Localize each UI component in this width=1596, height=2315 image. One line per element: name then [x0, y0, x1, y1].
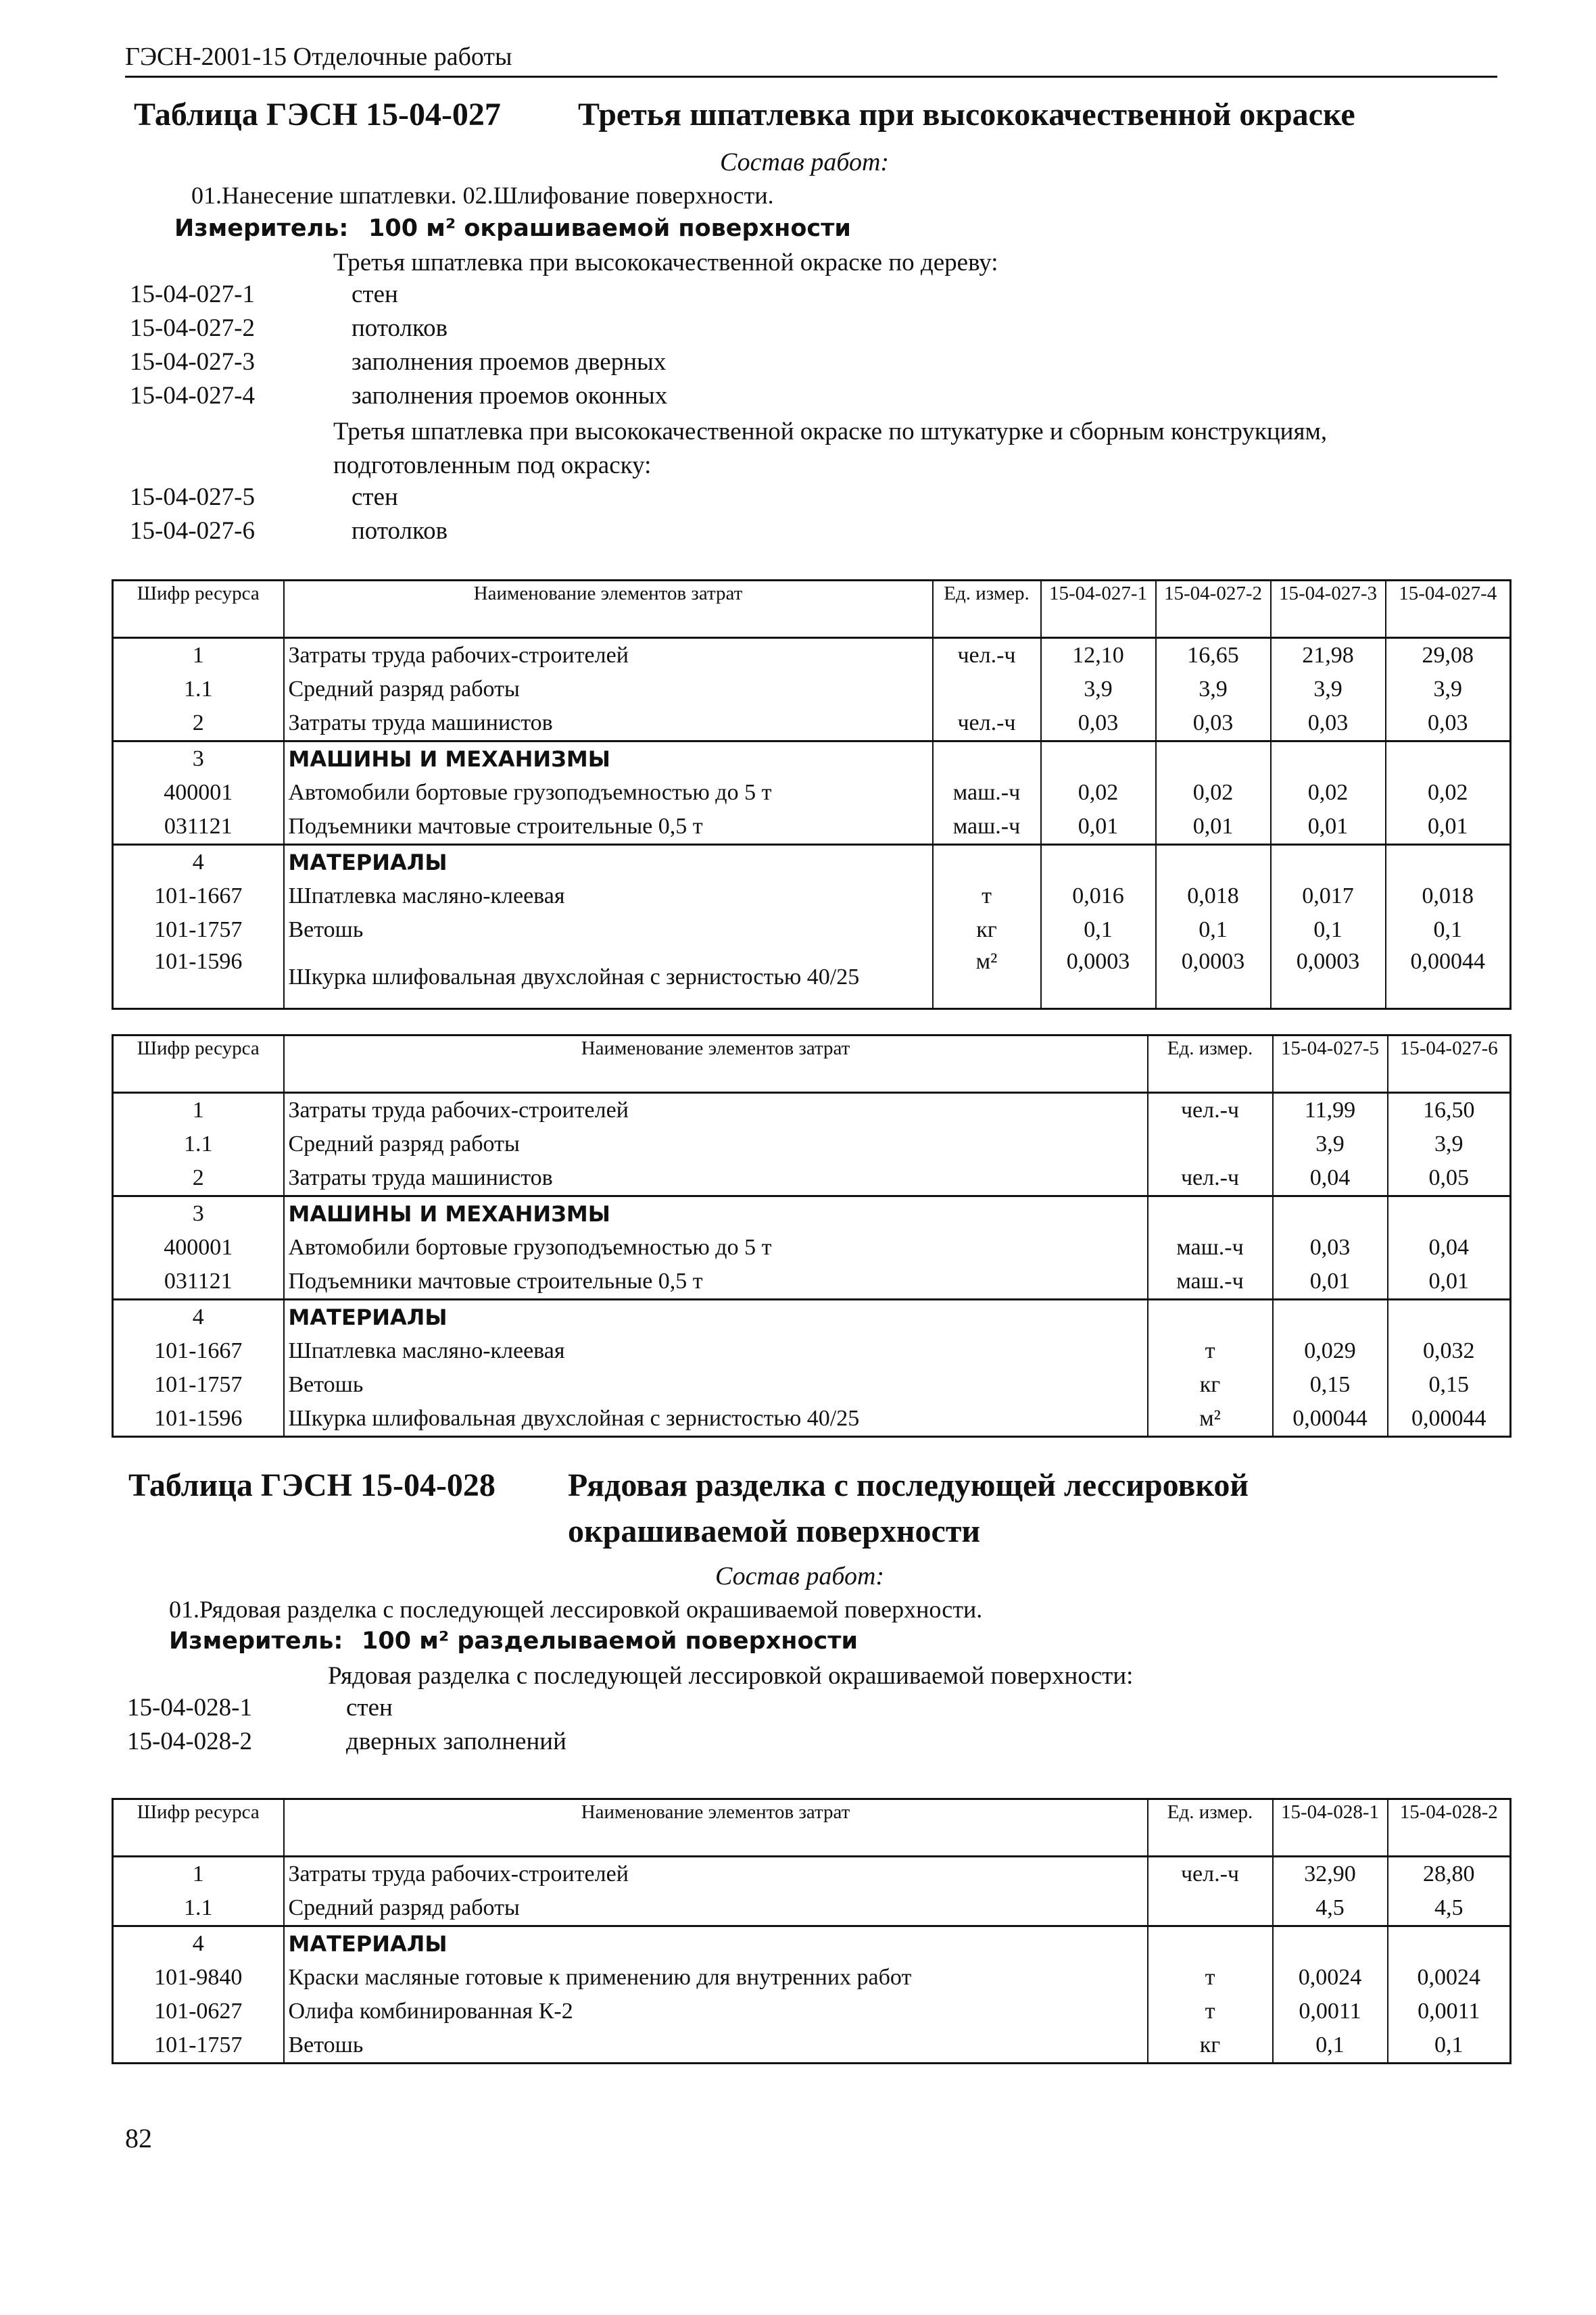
table-section-row: 4 МАТЕРИАЛЫ [113, 1926, 1511, 1961]
col-header-name: Наименование элементов затрат [284, 1799, 1148, 1857]
sostav-label-028: Состав работ: [715, 1562, 885, 1590]
item-code: 15-04-027-5 [130, 483, 255, 511]
table-row: 2 Затраты труда машинистов чел.-ч 0,03 0,03 0,03 0,03 [113, 706, 1511, 741]
table-header-row [113, 1799, 1511, 1857]
item-name: стен [352, 281, 398, 308]
table-row: 101-1757 Ветошь кг 0,15 0,15 [113, 1368, 1511, 1402]
table-row: 1 Затраты труда рабочих-строителей чел.-ч 32,90 28,80 [113, 1857, 1511, 1892]
col-header-norm: 15-04-027-2 [1156, 581, 1271, 638]
item-name: потолков [352, 314, 448, 342]
col-header-name: Наименование элементов затрат [284, 581, 933, 638]
table-row: 1.1 Средний разряд работы 3,9 3,9 3,9 3,9 [113, 673, 1511, 706]
col-header-norm: 15-04-027-3 [1271, 581, 1386, 638]
col-header-unit: Ед. измер. [1148, 1799, 1273, 1857]
resource-table-027-5-6 [112, 1034, 1512, 1438]
table-row: 1 Затраты труда рабочих-строителей чел.-ч 12,10 16,65 21,98 29,08 [113, 638, 1511, 673]
resource-table-027-1-4 [112, 579, 1512, 1010]
col-header-norm: 15-04-027-4 [1386, 581, 1511, 638]
table-header-row [113, 1035, 1511, 1093]
table-row: 1 Затраты труда рабочих-строителей чел.-ч 11,99 16,50 [113, 1093, 1511, 1128]
sostav-text-027: 01.Нанесение шпатлевки. 02.Шлифование поверхности. [191, 182, 774, 209]
section-title-027: Третья шпатлевка при высококачественной окраске [578, 97, 1355, 132]
table-section-row: 4 МАТЕРИАЛЫ [113, 845, 1511, 880]
item-name: заполнения проемов оконных [352, 382, 668, 410]
page-number: 82 [125, 2123, 152, 2153]
table-row: 1.1 Средний разряд работы 3,9 3,9 [113, 1127, 1511, 1161]
table-row: 031121 Подъемники мачтовые строительные 0,5 т маш.-ч 0,01 0,01 0,01 0,01 [113, 810, 1511, 845]
col-header-unit: Ед. измер. [933, 581, 1041, 638]
table-row: 101-1596 Шкурка шлифовальная двухслойная с зернистостью 40/25 м² 0,00044 0,00044 [113, 1402, 1511, 1437]
item-name: потолков [352, 517, 448, 545]
group-heading-wood: Третья шпатлевка при высококачественной окраске по дереву: [333, 249, 998, 276]
item-code: 15-04-027-3 [130, 348, 255, 376]
table-row: 031121 Подъемники мачтовые строительные 0,5 т маш.-ч 0,01 0,01 [113, 1265, 1511, 1300]
group-heading-028: Рядовая разделка с последующей лессировкой окрашиваемой поверхности: [328, 1662, 1134, 1690]
group-heading-plaster: Третья шпатлевка при высококачественной окраске по штукатурке и сборным конструкциям, подготовленным под окраску: [333, 418, 1328, 479]
table-row: 101-1757 Ветошь кг 0,1 0,1 0,1 0,1 [113, 913, 1511, 947]
col-header-norm: 15-04-027-1 [1041, 581, 1156, 638]
section-title-028-line1: Рядовая разделка с последующей лессировкой [568, 1467, 1249, 1503]
table-section-row: 4 МАТЕРИАЛЫ [113, 1300, 1511, 1335]
item-name: стен [352, 483, 398, 511]
col-header-code: Шифр ресурса [113, 1035, 284, 1093]
measure-label-028: Измеритель: [169, 1628, 343, 1655]
table-row: 400001 Автомобили бортовые грузоподъемностью до 5 т маш.-ч 0,02 0,02 0,02 0,02 [113, 776, 1511, 810]
item-name: заполнения проемов дверных [352, 348, 667, 376]
table-label-027: Таблица ГЭСН 15-04-027 [134, 97, 501, 132]
table-row: 101-1667 Шпатлевка масляно-клеевая т 0,029 0,032 [113, 1334, 1511, 1368]
col-header-norm: 15-04-027-5 [1273, 1035, 1388, 1093]
sostav-label-027: Состав работ: [720, 148, 890, 176]
item-code: 15-04-027-6 [130, 517, 255, 545]
measure-value-027: 100 м² окрашиваемой поверхности [368, 215, 851, 242]
col-header-norm: 15-04-027-6 [1388, 1035, 1511, 1093]
measure-value-028: 100 м² разделываемой поверхности [362, 1628, 859, 1655]
item-name: дверных заполнений [346, 1728, 566, 1755]
item-code: 15-04-028-1 [127, 1694, 252, 1722]
item-name: стен [346, 1694, 393, 1722]
table-row: 400001 Автомобили бортовые грузоподъемностью до 5 т маш.-ч 0,03 0,04 [113, 1231, 1511, 1265]
col-header-unit: Ед. измер. [1148, 1035, 1273, 1093]
table-label-028: Таблица ГЭСН 15-04-028 [128, 1467, 495, 1503]
running-header: ГЭСН-2001-15 Отделочные работы [125, 43, 512, 71]
resource-table-028 [112, 1798, 1512, 2064]
measure-label-027: Измеритель: [174, 215, 349, 242]
item-code: 15-04-028-2 [127, 1728, 252, 1755]
table-section-row: 3 МАШИНЫ И МЕХАНИЗМЫ [113, 741, 1511, 777]
col-header-code: Шифр ресурса [113, 1799, 284, 1857]
col-header-norm: 15-04-028-1 [1273, 1799, 1388, 1857]
item-code: 15-04-027-2 [130, 314, 255, 342]
sostav-text-028: 01.Рядовая разделка с последующей лессировкой окрашиваемой поверхности. [169, 1596, 983, 1623]
header-rule [125, 76, 1497, 78]
section-title-028-line2: окрашиваемой поверхности [568, 1513, 981, 1549]
table-row: 101-0627 Олифа комбинированная К-2 т 0,0011 0,0011 [113, 1995, 1511, 2028]
table-row: 101-1757 Ветошь кг 0,1 0,1 [113, 2028, 1511, 2064]
item-code: 15-04-027-1 [130, 281, 255, 308]
table-row: 101-1667 Шпатлевка масляно-клеевая т 0,016 0,018 0,017 0,018 [113, 879, 1511, 913]
col-header-norm: 15-04-028-2 [1388, 1799, 1511, 1857]
item-code: 15-04-027-4 [130, 382, 255, 410]
col-header-code: Шифр ресурса [113, 581, 284, 638]
table-row: 101-9840 Краски масляные готовые к применению для внутренних работ т 0,0024 0,0024 [113, 1961, 1511, 1995]
table-row: 101-1596 Шкурка шлифовальная двухслойная с зернистостью 40/25 м² 0,0003 0,0003 0,0003 0,00044 [113, 947, 1511, 1009]
table-row: 2 Затраты труда машинистов чел.-ч 0,04 0,05 [113, 1161, 1511, 1196]
table-row: 1.1 Средний разряд работы 4,5 4,5 [113, 1891, 1511, 1926]
table-section-row: 3 МАШИНЫ И МЕХАНИЗМЫ [113, 1196, 1511, 1232]
table-header-row [113, 581, 1511, 638]
col-header-name: Наименование элементов затрат [284, 1035, 1148, 1093]
